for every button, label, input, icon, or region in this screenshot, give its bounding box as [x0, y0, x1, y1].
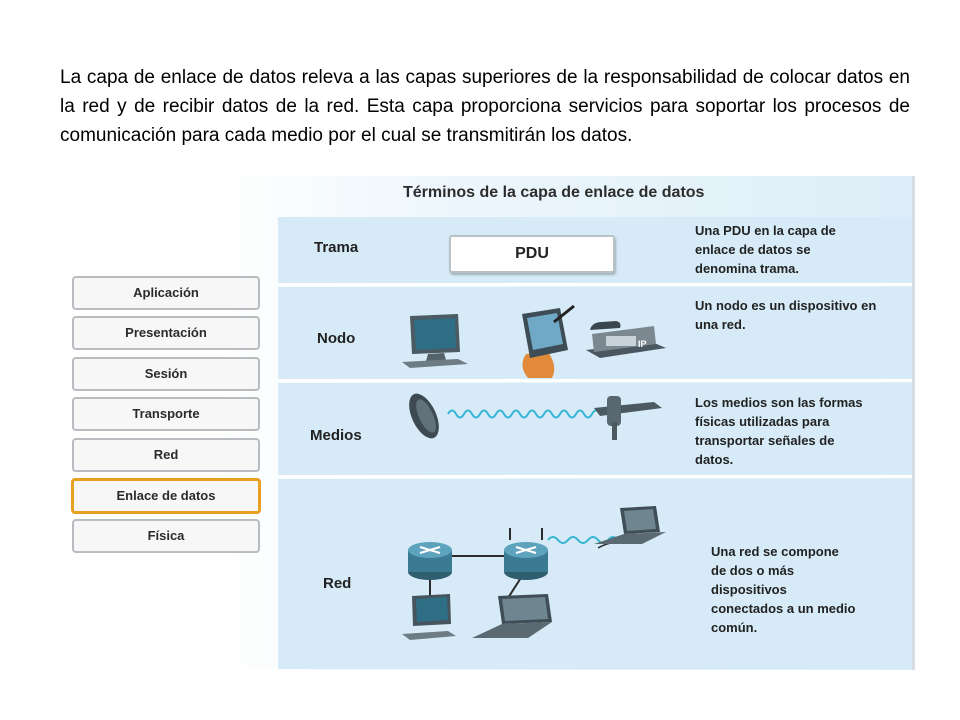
row-divider [278, 379, 912, 382]
osi-layer-presentacion[interactable]: Presentación [72, 316, 260, 350]
osi-layer-enlace-de-datos[interactable]: Enlace de datos [71, 478, 261, 514]
ip-phone-icon [582, 320, 670, 362]
pdu-box: PDU [449, 235, 615, 273]
wireless-media-icon [404, 390, 674, 448]
desc-line: datos. [695, 452, 734, 467]
desc-line: dispositivos [711, 582, 787, 597]
desktop-computer-icon [398, 312, 478, 372]
osi-layer-sesion[interactable]: Sesión [72, 357, 260, 391]
osi-layer-aplicacion[interactable]: Aplicación [72, 276, 260, 310]
desc-line: transportar señales de [695, 433, 835, 448]
desc-line: enlace de datos se [695, 242, 811, 257]
osi-layer-transporte[interactable]: Transporte [72, 397, 260, 431]
desc-line: común. [711, 620, 758, 635]
term-trama: Trama [314, 239, 359, 256]
desc-line: Los medios son las formas [695, 395, 863, 410]
desc-line: Una PDU en la capa de [695, 223, 836, 238]
row-divider [278, 475, 912, 478]
desc-line: una red. [695, 317, 746, 332]
term-red: Red [323, 575, 352, 592]
network-topology-illustration [398, 500, 678, 650]
osi-layer-fisica[interactable]: Física [72, 519, 260, 553]
desc-line: denomina trama. [695, 261, 800, 276]
desc-nodo [695, 296, 876, 334]
desc-line: de dos o más [711, 563, 795, 578]
intro-paragraph: La capa de enlace de datos releva a las capas superiores de la responsabilidad de colocar datos en la red y de recibir datos de la red. Esta capa proporciona servicios para soportar los procesos de comunicación para cada medio por el cual se transmitirán los datos. [60, 67, 910, 146]
panel-border [912, 176, 915, 670]
desc-red [711, 542, 855, 637]
desc-line: Una red se compone [711, 544, 839, 559]
row-divider [278, 283, 912, 286]
desc-medios [695, 393, 863, 469]
phone-ip-label: IP [638, 339, 647, 349]
term-medios: Medios [310, 427, 362, 444]
osi-layer-red[interactable]: Red [72, 438, 260, 472]
pda-device-icon [508, 304, 578, 380]
desc-trama [695, 221, 836, 278]
desc-line: Un nodo es un dispositivo en [695, 298, 877, 313]
desc-line: conectados a un medio [711, 601, 856, 616]
term-nodo: Nodo [317, 330, 356, 347]
desc-line: físicas utilizadas para [695, 414, 830, 429]
diagram-title: Términos de la capa de enlace de datos [403, 184, 705, 201]
